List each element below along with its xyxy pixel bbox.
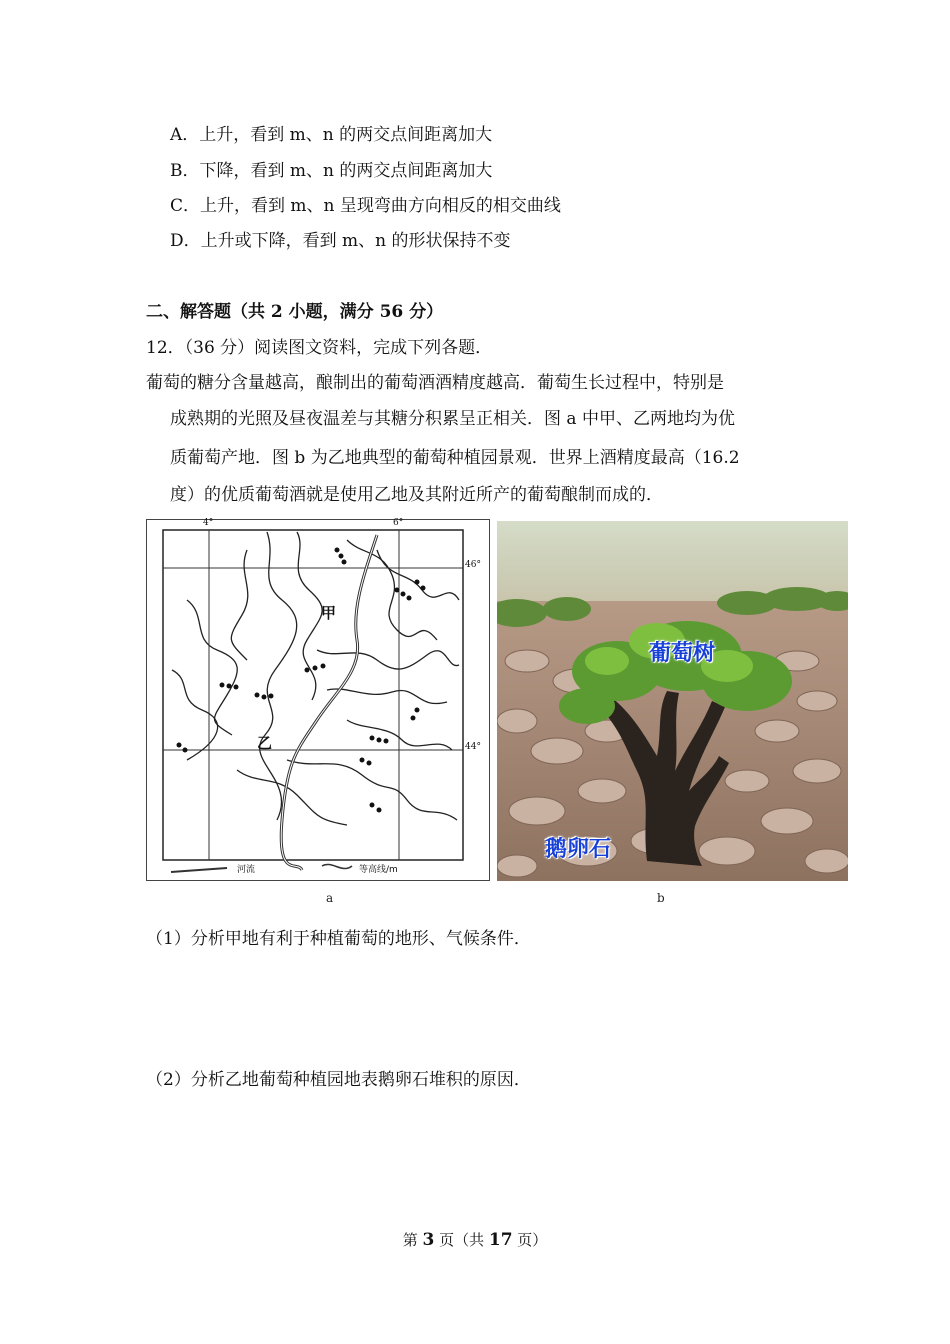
section-title: 二、解答题（共 2 小题，满分 56 分） xyxy=(146,302,444,322)
page-suffix: 页） xyxy=(512,1231,548,1249)
sub-question-1: （1）分析甲地有利于种植葡萄的地形、气候条件． xyxy=(146,929,531,949)
total-pages: 17 xyxy=(488,1230,513,1250)
sub-question-2: （2）分析乙地葡萄种植园地表鹅卵石堆积的原因． xyxy=(146,1070,531,1090)
longitude-left: 4° xyxy=(203,518,214,528)
label-yi: 乙 xyxy=(257,734,273,752)
option-a: A．上升，看到 m、n 的两交点间距离加大 xyxy=(170,125,493,145)
current-page: 3 xyxy=(422,1230,435,1250)
label-vine: 葡萄树 xyxy=(649,641,716,666)
label-jia: 甲 xyxy=(321,604,337,622)
page-prefix: 第 xyxy=(402,1231,423,1249)
figure-b-photo xyxy=(497,521,848,881)
paragraph-line-4: 度）的优质葡萄酒就是使用乙地及其附近所产的葡萄酿制而成的． xyxy=(170,485,663,505)
legend-contour: 等高线/m xyxy=(359,865,398,875)
paragraph-line-3: 质葡萄产地．图 b 为乙地典型的葡萄种植园景观．世界上酒精度最高（16.2 xyxy=(170,448,740,468)
option-d: D．上升或下降，看到 m、n 的形状保持不变 xyxy=(170,231,511,251)
legend-river: 河流 xyxy=(237,865,256,875)
figure-b-caption: b xyxy=(657,891,665,905)
map-drawing xyxy=(147,520,489,880)
figure-a-caption: a xyxy=(326,891,334,905)
question-header: 12．（36 分）阅读图文资料，完成下列各题． xyxy=(146,338,493,358)
page-number xyxy=(0,1229,950,1250)
option-c: C．上升，看到 m、n 呈现弯曲方向相反的相交曲线 xyxy=(170,196,561,216)
longitude-right: 6° xyxy=(393,518,404,528)
label-stone: 鹅卵石 xyxy=(545,837,612,862)
vineyard-illustration xyxy=(497,521,848,881)
paragraph-line-1: 葡萄的糖分含量越高，酿制出的葡萄酒酒精度越高．葡萄生长过程中，特别是 xyxy=(146,373,724,393)
figure-a-map xyxy=(146,519,490,881)
latitude-bottom: 44° xyxy=(465,742,481,752)
page-middle: 页（共 xyxy=(434,1231,489,1249)
latitude-top: 46° xyxy=(465,560,481,570)
option-b: B．下降，看到 m、n 的两交点间距离加大 xyxy=(170,161,493,181)
paragraph-line-2: 成熟期的光照及昼夜温差与其糖分积累呈正相关．图 a 中甲、乙两地均为优 xyxy=(170,409,735,429)
